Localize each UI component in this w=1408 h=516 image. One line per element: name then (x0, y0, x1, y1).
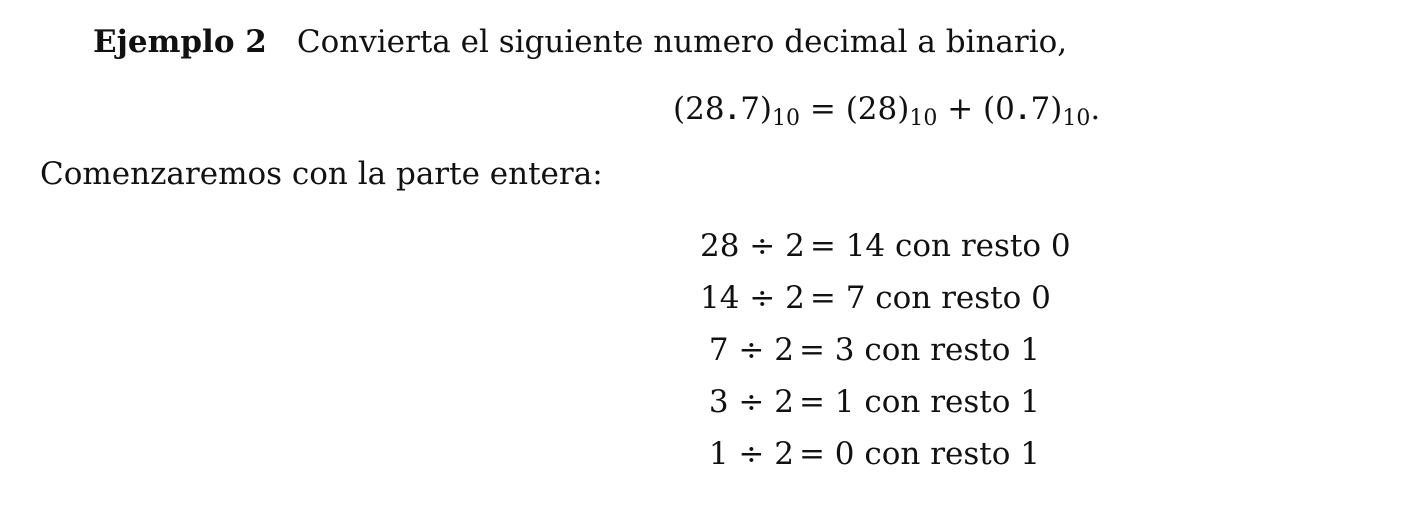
division-rhs: = 3 con resto 1 (798, 332, 1040, 368)
decomposition-equation (673, 86, 1100, 134)
eq-decimal-point-2: . (1014, 96, 1031, 126)
example-label: Ejemplo 2 (93, 24, 267, 60)
eq-lhs-base: 10 (772, 106, 801, 131)
division-lhs: 7 ÷ 2 (708, 332, 794, 368)
division-row (700, 324, 1040, 376)
division-steps (700, 220, 1071, 480)
division-row (700, 428, 1040, 480)
example-statement: Convierta el siguiente numero decimal a binario, (296, 24, 1068, 60)
example-heading (93, 20, 1067, 64)
division-rhs: = 14 con resto 0 (809, 228, 1071, 264)
eq-rhs-frac: 7) (1030, 91, 1063, 127)
eq-end: . (1090, 91, 1101, 127)
division-rhs: = 7 con resto 0 (809, 280, 1051, 316)
division-lhs: 1 ÷ 2 (708, 436, 794, 472)
eq-lhs-open: (28 (673, 91, 725, 127)
division-lhs: 14 ÷ 2 (700, 280, 805, 316)
division-rhs: = 1 con resto 1 (798, 384, 1040, 420)
eq-plus: + (0 (937, 91, 1015, 127)
eq-lhs-frac: 7) (740, 91, 773, 127)
eq-rhs-base: 10 (1062, 106, 1091, 131)
eq-decimal-point: . (724, 96, 741, 126)
division-row (700, 220, 1071, 272)
division-row (700, 272, 1051, 324)
division-rhs: = 0 con resto 1 (798, 436, 1040, 472)
division-lhs: 28 ÷ 2 (700, 228, 805, 264)
intro-text: Comenzaremos con la parte entera: (40, 156, 603, 192)
eq-equals: = (28) (800, 91, 910, 127)
eq-mid-base: 10 (909, 106, 938, 131)
division-row (700, 376, 1040, 428)
division-lhs: 3 ÷ 2 (708, 384, 794, 420)
